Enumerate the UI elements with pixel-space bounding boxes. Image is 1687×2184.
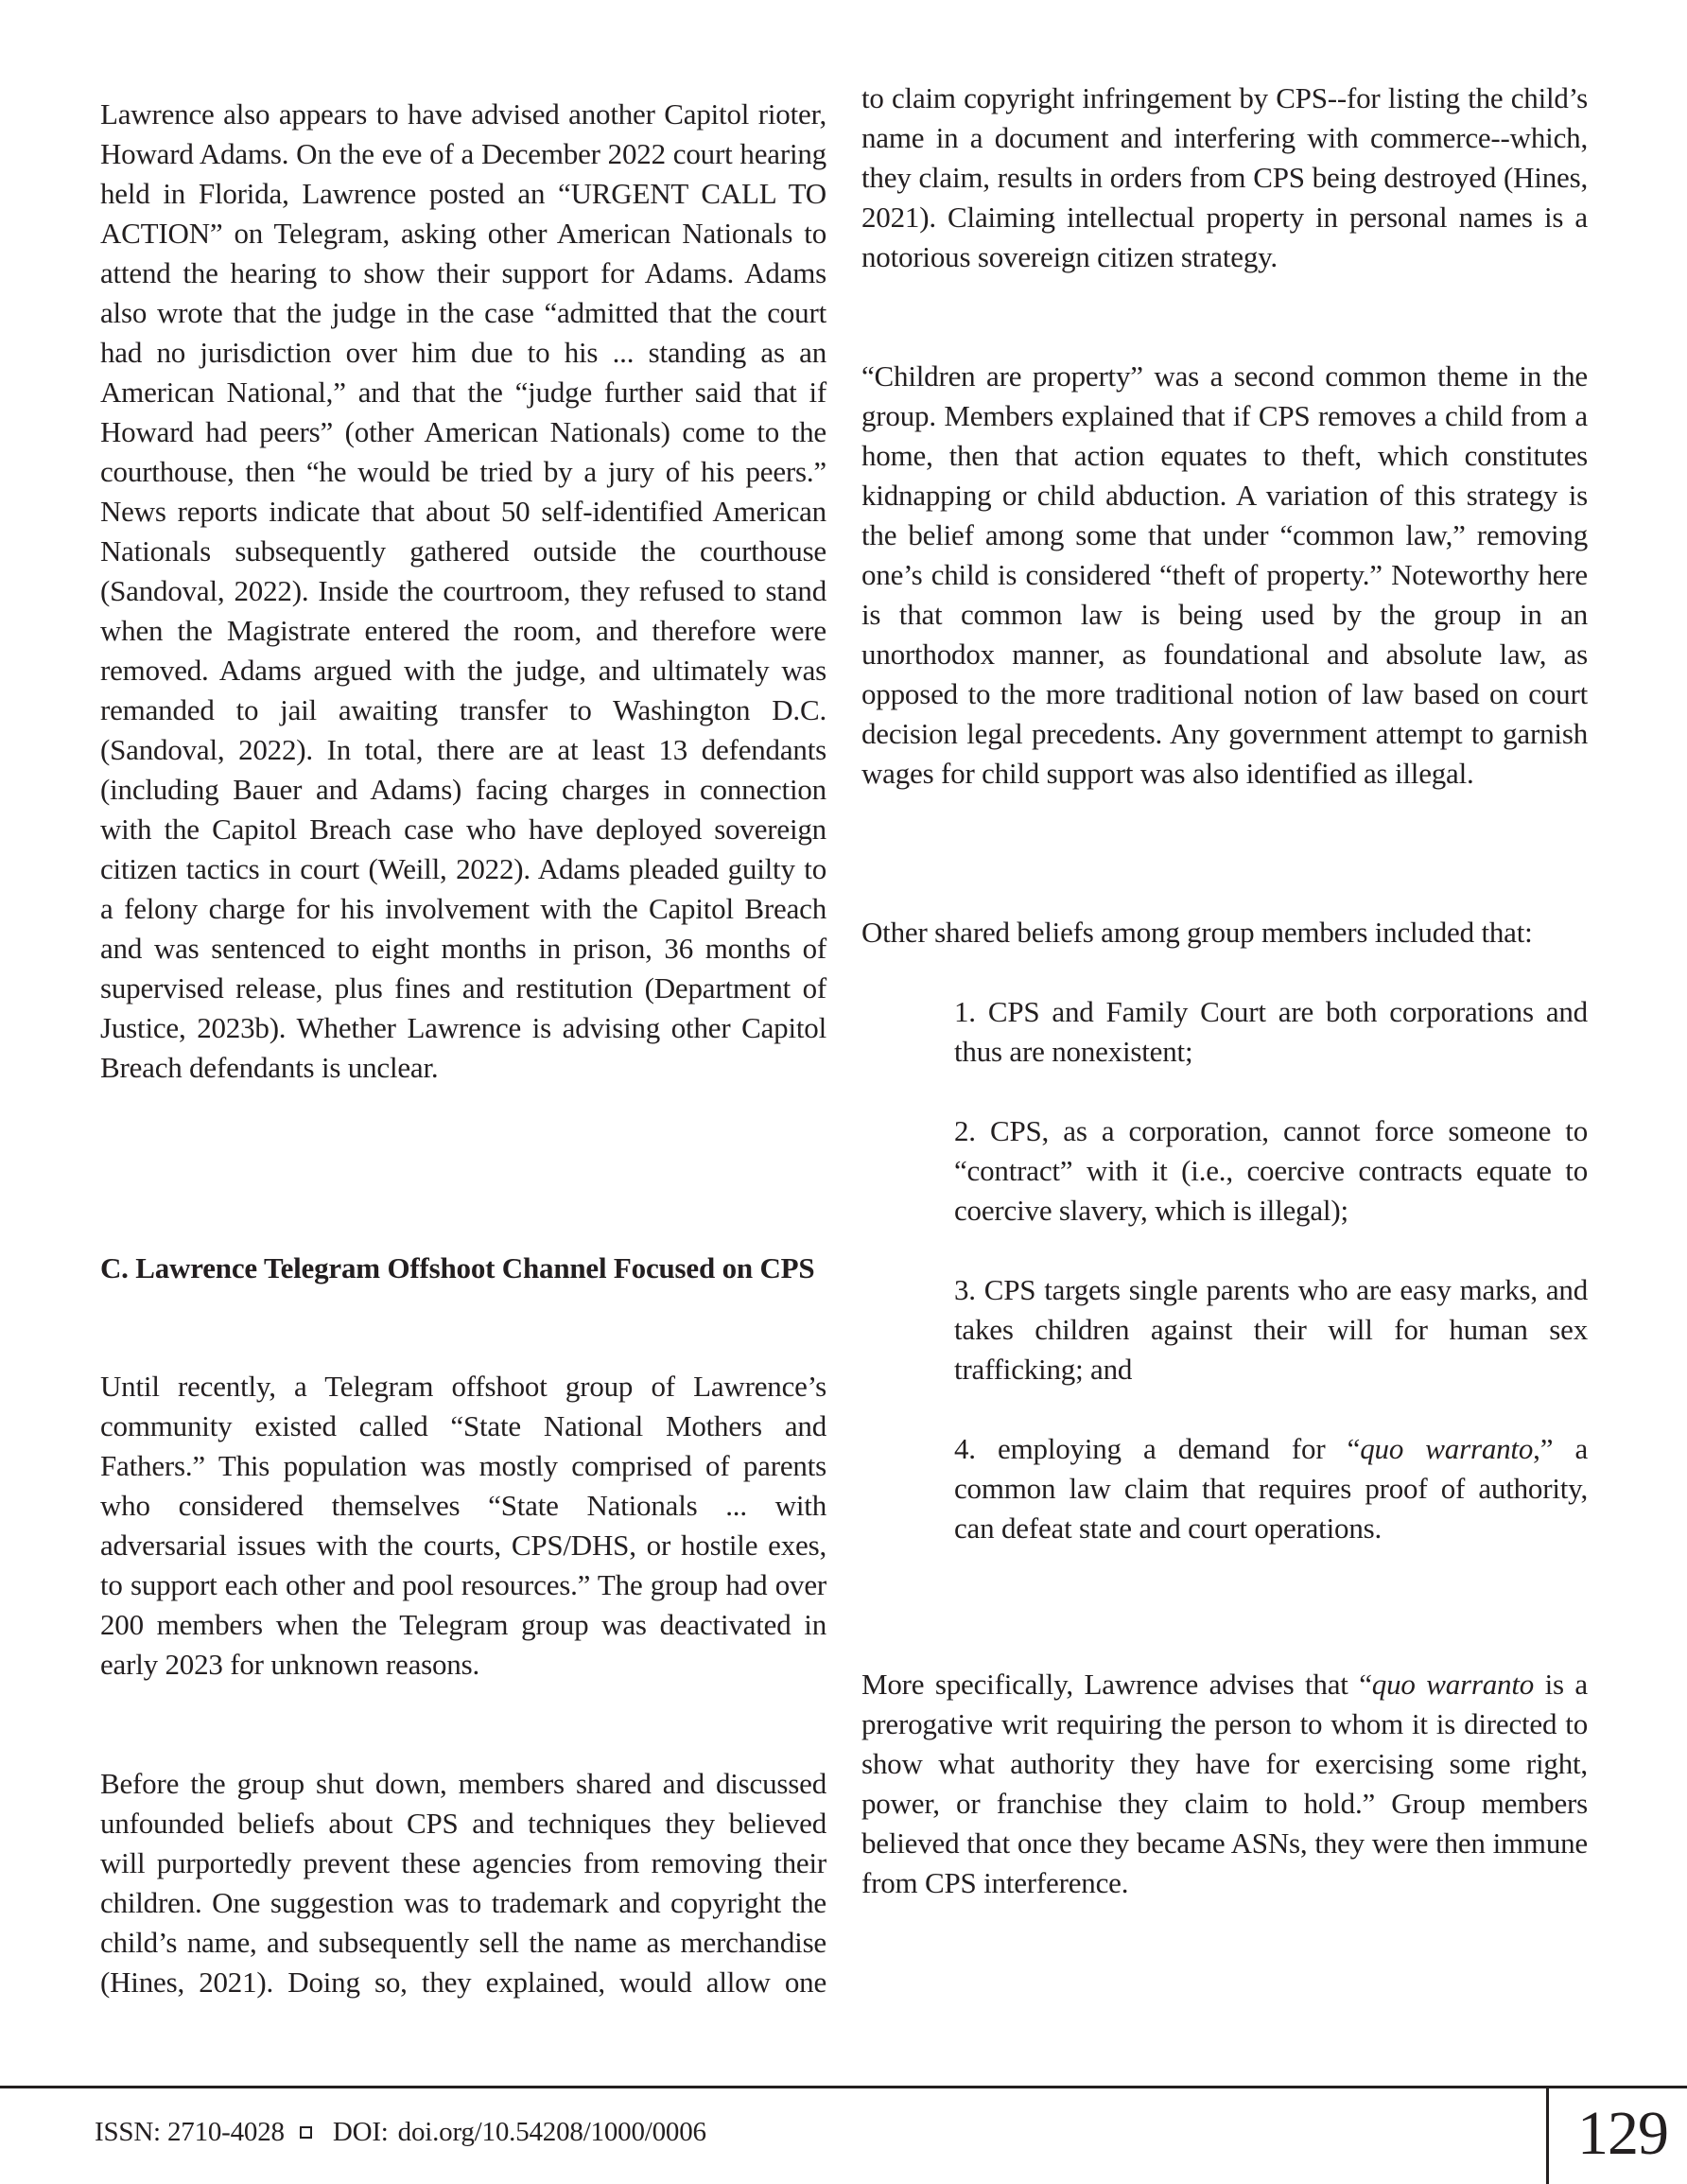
footer-rule [0, 2086, 1687, 2088]
doi-link[interactable]: doi.org/10.54208/1000/0006 [397, 2117, 706, 2147]
footer-vertical-divider [1546, 2086, 1549, 2184]
italic-term: quo warranto [1360, 1432, 1534, 1465]
list-item: 2. CPS, as a corporation, cannot force someone to “contract” with it (i.e., coercive contracts equate to coercive slavery, which is illegal); [954, 1114, 1588, 1227]
body-paragraph: Before the group shut down, members shared and discussed unfounded beliefs about CPS and techniques they believed will purportedly prevent these agencies from removing their children. One suggestion was to trademark and copyright the child’s name, and subsequently sell the name as merchandise (Hines, 2021). Doing so, they explained, would allow one [100, 1767, 826, 1999]
body-paragraph: to claim copyright infringement by CPS--for listing the child’s name in a document and interfering with commerce--which, they claim, results in orders from CPS being destroyed (Hines, 2021). Claiming intellectual property in personal names is a notorious sovereign citizen strategy. [861, 81, 1588, 273]
footer-citation [95, 2113, 706, 2151]
list-item: 3. CPS targets single parents who are easy marks, and takes children against their will for human sex trafficking; and [954, 1273, 1588, 1386]
italic-term: quo warranto [1371, 1668, 1535, 1701]
doi-label: DOI: [332, 2117, 389, 2147]
square-outline-icon [300, 2126, 312, 2139]
page-number: 129 [1577, 2099, 1668, 2168]
list-item: 1. CPS and Family Court are both corporations and thus are nonexistent; [954, 995, 1588, 1068]
body-paragraph: More specifically, Lawrence advises that “quo warranto is a prerogative writ requiring the person to whom it is directed to show what authority they have for exercising some right, power, or franchise they claim to hold.” Group members believed that once they became ASNs, they were then immune from CPS interference. [861, 1668, 1588, 1899]
body-paragraph: Other shared beliefs among group members included that: [861, 916, 1533, 949]
section-heading: C. Lawrence Telegram Offshoot Channel Focused on CPS [100, 1251, 815, 1284]
body-paragraph: “Children are property” was a second common theme in the group. Members explained that if CPS removes a child from a home, then that action equates to theft, which constitutes kidnapping or child abduction. A variation of this strategy is the belief among some that under “common law,” removing one’s child is considered “theft of property.” Noteworthy here is that common law is being used by the group in an unorthodox manner, as foundational and absolute law, as opposed to the more traditional notion of law based on court decision legal precedents. Any government attempt to garnish wages for child support was also identified as illegal. [861, 359, 1588, 790]
body-paragraph: Lawrence also appears to have advised another Capitol rioter, Howard Adams. On the eve of a December 2022 court hearing held in Florida, Lawrence posted an “URGENT CALL TO ACTION” on Telegram, asking other American Nationals to attend the hearing to show their support for Adams. Adams also wrote that the judge in the case “admitted that the court had no jurisdiction over him due to his ... standing as an American National,” and that the “judge further said that if Howard had peers” (other American Nationals) come to the courthouse, then “he would be tried by a jury of his peers.” News reports indicate that about 50 self-identified American Nationals subsequently gathered outside the courthouse (Sandoval, 2022). Inside the courtroom, they refused to stand when the Magistrate entered the room, and therefore were removed. Adams argued with the judge, and ultimately was remanded to jail awaiting transfer to Washington D.C. (Sandoval, 2022). In total, there are at least 13 defendants (including Bauer and Adams) facing charges in connection with the Capitol Breach case who have deployed sovereign citizen tactics in court (Weill, 2022). Adams pleaded guilty to a felony charge for his involvement with the Capitol Breach and was sentenced to eight months in prison, 36 months of supervised release, plus fines and restitution (Department of Justice, 2023b). Whether Lawrence is advising other Capitol Breach defendants is unclear. [100, 97, 826, 1084]
list-item: 4. employing a demand for “quo warranto,” a common law claim that requires proof of authority, can defeat state and court operations. [954, 1432, 1589, 1545]
issn: ISSN: 2710-4028 [95, 2117, 285, 2147]
body-paragraph: Until recently, a Telegram offshoot group of Lawrence’s community existed called “State National Mothers and Fathers.” This population was mostly comprised of parents who considered themselves “State Nationals ... with adversarial issues with the courts, CPS/DHS, or hostile exes, to support each other and pool resources.” The group had over 200 members when the Telegram group was deactivated in early 2023 for unknown reasons. [100, 1370, 826, 1681]
